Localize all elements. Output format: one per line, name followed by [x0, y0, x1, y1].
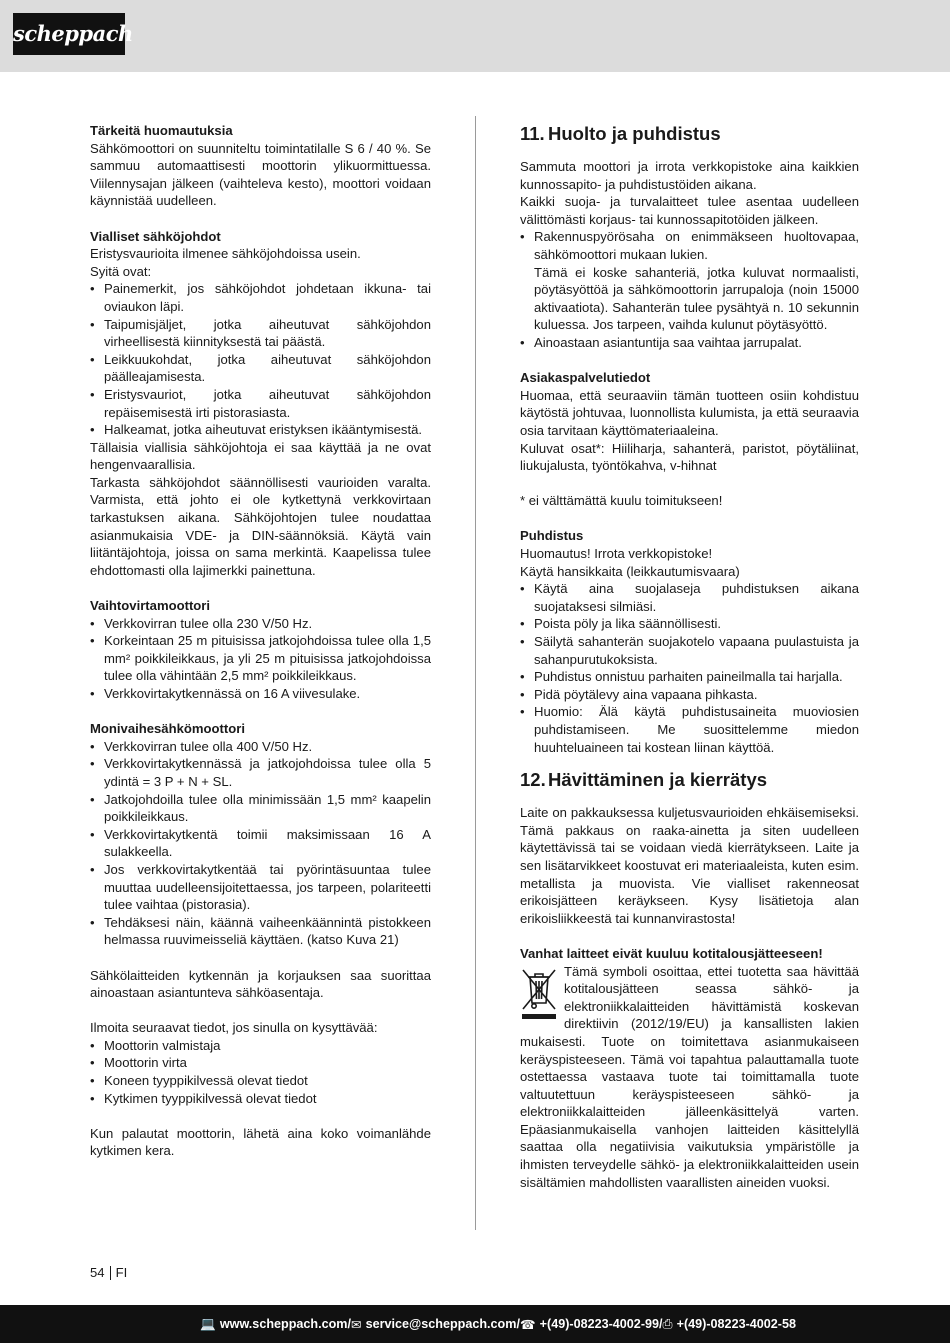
list-item: • Jatkojohdoilla tulee olla minimissään 1,5 mm² kaapelin poikkileikkaus. — [90, 791, 431, 826]
list-item: • Jos verkkovirtakytkentää tai pyörintäsuuntaa tulee muuttaa uudelleensijoitettaessa, jos tarpeen, polariteetti tulee vaihtaa (pistorasia). — [90, 861, 431, 914]
footnote-delivery: * ei välttämättä kuulu toimitukseen! — [520, 493, 723, 509]
footer-bar: 💻 www.scheppach.com / ✉ service@scheppach.com / ☎ +(49)-08223-4002-99 / ⎙ +(49)-08223-4002-58 — [0, 1305, 950, 1343]
list-item: • Halkeamat, jotka aiheutuvat eristyksen ikääntymisestä. — [90, 421, 431, 439]
footer-fax: +(49)-08223-4002-58 — [676, 1317, 796, 1331]
footer-email[interactable]: service@scheppach.com — [365, 1317, 517, 1331]
heading-faulty-cables: Vialliset sähköjohdot — [90, 228, 221, 244]
paragraph-wear: Huomaa, että seuraaviin tämän tuotteen osiin kohdistuu käytöstä johtuvaa, luonnollista kulumista, ja että seuraavia osia tarvitaan käyttömateriaaleina. — [520, 387, 859, 438]
heading-important-notes: Tärkeitä huomautuksia — [90, 123, 233, 138]
list-cleaning — [520, 580, 859, 756]
list-item: • Kytkimen tyyppikilvessä olevat tiedot — [90, 1090, 431, 1108]
list-item: • Verkkovirtakytkennässä ja jatkojohdoissa tulee olla 5 ydintä = 3 P + N + SL. — [90, 755, 431, 790]
mail-icon: ✉ — [351, 1317, 362, 1332]
paragraph-return-motor: Kun palautat moottorin, lähetä aina koko voimanlähde kytkimen kera. — [90, 1125, 431, 1159]
list-item: • Pidä pöytälevy aina vapaana pihkasta. — [520, 686, 859, 704]
paragraph-insulation: Eristysvaurioita ilmenee sähköjohdoissa usein. — [90, 246, 361, 262]
list-item: • Säilytä sahanterän suojakotelo vapaana puulastuista ja sahanpurutukoksista. — [520, 633, 859, 668]
paragraph-switch-off: Sammuta moottori ja irrota verkkopistoke aina kaikkien kunnossapito- ja puhdistustöiden aikana. — [520, 159, 859, 192]
list-item: • Taipumisjäljet, jotka aiheutuvat sähköjohdon virheellisestä kiinnityksestä tai päästä. — [90, 316, 431, 351]
paragraph-danger: Tällaisia viallisia sähköjohtoja ei saa käyttää ja ne ovat hengenvaarallisia. — [90, 439, 431, 473]
right-column — [520, 122, 859, 1191]
paragraph-wear-parts-list: Kuluvat osat*: Hiiliharja, sahanterä, paristot, pöytäliinat, liukujalusta, työntökahva, v-hihnat — [520, 440, 859, 474]
list-info — [90, 1037, 431, 1107]
scheppach-logo: scheppach — [13, 13, 125, 55]
footer-phone: +(49)-08223-4002-99 — [539, 1317, 660, 1331]
list-item: • Korkeintaan 25 m pituisissa jatkojohdoissa tulee olla 1,5 mm² poikkileikkaus, ja yli 25 m pituisissa jatkojohdoissa tulee olla vähintään 2,5 mm² poikkileikkaus. — [90, 632, 431, 685]
list-item: • Käytä aina suojalaseja puhdistuksen aikana suojataksesi silmiäsi. — [520, 580, 859, 615]
paragraph-check-cables: Tarkasta sähköjohdot säännöllisesti vaurioiden varalta. Varmista, että johto ei ole kytkettynä verkkovirtaan tarkastuksen aikana. Sähköjohtojen tulee noudattaa asianmukaisia VDE- ja DIN-säännöksiä. Käytä vain liitäntäjohtoja, joissa on sama merkintä. Kaapelissa tulee ehdottomasti olla lajimerkki painettuna. — [90, 474, 431, 578]
list-ac-motor — [90, 615, 431, 703]
list-maintenance-2 — [520, 334, 859, 352]
page-number: 54 FI — [90, 1265, 128, 1280]
heading-three-phase-motor: Monivaihesähkömoottori — [90, 721, 245, 737]
phone-icon: ☎ — [519, 1317, 536, 1332]
list-item: • Ainoastaan asiantuntija saa vaihtaa jarrupalat. — [520, 334, 859, 352]
heading-old-devices: Vanhat laitteet eivät kuuluu kotitalousjätteeseen! — [520, 945, 823, 961]
paragraph-electrician: Sähkölaitteiden kytkennän ja korjauksen saa suorittaa ainoastaan asiantunteva sähköasentaja. — [90, 967, 431, 1001]
paragraph-gloves: Käytä hansikkaita (leikkautumisvaara) — [520, 563, 740, 579]
list-maintenance — [520, 228, 859, 263]
list-item: • Leikkuukohdat, jotka aiheutuvat sähköjohdon päälleajamisesta. — [90, 351, 431, 386]
list-item: • Poista pöly ja lika säännöllisesti. — [520, 615, 859, 633]
list-item: • Tehdäksesi näin, käännä vaiheenkäännintä pistokkeen helmassa ruuvimeisseliä käyttäen. (katso Kuva 21) — [90, 914, 431, 949]
left-column — [90, 122, 431, 1160]
list-item: • Verkkovirran tulee olla 230 V/50 Hz. — [90, 615, 431, 633]
list-item: • Verkkovirtakytkennässä on 16 A viivesulake. — [90, 685, 431, 703]
computer-icon: 💻 — [200, 1316, 216, 1331]
paragraph-packaging: Laite on pakkauksessa kuljetusvaurioiden ehkäisemiseksi. Tämä pakkaus on raaka-ainetta ja siten uudelleen käytettävissä tai se voidaan viedä kierrätykseen. Laite ja sen lisätarvikkeet koostuvat eri materiaaleista, kuten esim. metallista ja muovista. Vie vialliset rakenneosat erikoisjätteen keräykseen. Kysy lisätietoja alan erikoisliikkeestä tai kunnanvirastosta! — [520, 805, 859, 926]
list-item: • Huomio: Älä käytä puhdistusaineita muoviosien puhdistamiseen. Me suosittelemme miedon huuhteluaineen tai kostean liinan käyttöä. — [520, 703, 859, 756]
list-item: • Rakennuspyörösaha on enimmäkseen huoltovapaa, sähkömoottori mukaan lukien. — [520, 228, 859, 263]
heading-ac-motor: Vaihtovirtamoottori — [90, 598, 211, 614]
list-item: • Verkkovirran tulee olla 400 V/50 Hz. — [90, 738, 431, 756]
list-item: • Verkkovirtakytkentä toimii maksimissaan 16 A sulakkeella. — [90, 826, 431, 861]
footer-website[interactable]: www.scheppach.com — [219, 1317, 348, 1331]
paragraph-reinstall-guards: Kaikki suoja- ja turvalaitteet tulee asentaa uudelleen välittömästi korjaus- tai kunnossapitotöiden jälkeen. — [520, 194, 859, 227]
section-title: Huolto ja puhdistus — [548, 123, 721, 144]
list-cable-damage — [90, 280, 431, 438]
section-title: Hävittäminen ja kierrätys — [548, 769, 768, 791]
heading-cleaning: Puhdistus — [520, 528, 584, 544]
list-item: • Koneen tyyppikilvessä olevat tiedot — [90, 1072, 431, 1090]
fax-icon: ⎙ — [662, 1316, 673, 1331]
list-item: • Puhdistus onnistuu parhaiten paineilmalla tai harjalla. — [520, 668, 859, 686]
section-heading-maintenance — [520, 122, 859, 146]
paragraph-wear-parts: Tämä ei koske sahanteriä, jotka kuluvat normaalisti, pöytäsyöttöä ja sähkömoottorin jarrupaloja (noin 15000 aktivaatiota). Sahanterän tulee pysähtyä n. 10 sekunnin kuluessa. Jos tarpeen, vaihda kulunut pöytäsyöttö. — [534, 264, 859, 333]
weee-block — [520, 963, 859, 1192]
list-item: • Moottorin valmistaja — [90, 1037, 431, 1055]
column-divider — [475, 116, 476, 1230]
heading-customer-service: Asiakaspalvelutiedot — [520, 370, 651, 386]
section-heading-disposal — [520, 768, 859, 792]
section-number: 11. — [520, 123, 545, 144]
paragraph-causes: Syitä ovat: — [90, 263, 152, 279]
paragraph-info-intro: Ilmoita seuraavat tiedot, jos sinulla on kysyttävää: — [90, 1020, 378, 1036]
paragraph-unplug: Huomautus! Irrota verkkopistoke! — [520, 546, 713, 562]
list-item: • Eristysvauriot, jotka aiheutuvat sähköjohdon repäisemisestä irti pistorasiasta. — [90, 386, 431, 421]
weee-crossed-bin-icon — [520, 965, 558, 1021]
paragraph-motor-duty: Sähkömoottori on suunniteltu toimintatilalle S 6 / 40 %. Se sammuu automaattisesti moottorin ylikuormittuessa. Viilennysajan jälkeen (vaihteleva kesto), moottori voidaan käynnistää uudelleen. — [90, 140, 431, 209]
header-bar — [0, 0, 950, 72]
paragraph-weee: Tämä symboli osoittaa, ettei tuotetta saa hävittää kotitalousjätteen seassa sähkö- ja elektroniikkalaitteiden hävittämistä koskevan direktiivin (2012/19/EU) ja kansallisten lakien mukaisesti. Tuote on toimitettava asianmukaiseen keräyspisteeseen. Tämä voi tapahtua palauttamalla tuote ostettaessa vastaava tuote tai toimittamalla tuote valtuutettuun keräyspisteeseen sähkö- ja elektroniikkalaitteiden jälleenkäsittelyä varten. Epäasianmukaisella vanhojen laitteiden käsittelyllä saattaa olla negatiivisia vaikutuksia ympäristölle ja ihmisten terveydelle sähkö- ja elektroniikkalaitteiden usein sisältämien mahdollisten vaarallisten aineiden vuoksi. — [520, 963, 859, 1190]
list-three-phase-motor — [90, 738, 431, 949]
list-item: • Painemerkit, jos sähköjohdot johdetaan ikkuna- tai oviaukon läpi. — [90, 280, 431, 315]
section-number: 12. — [520, 769, 546, 791]
list-item: • Moottorin virta — [90, 1054, 431, 1072]
